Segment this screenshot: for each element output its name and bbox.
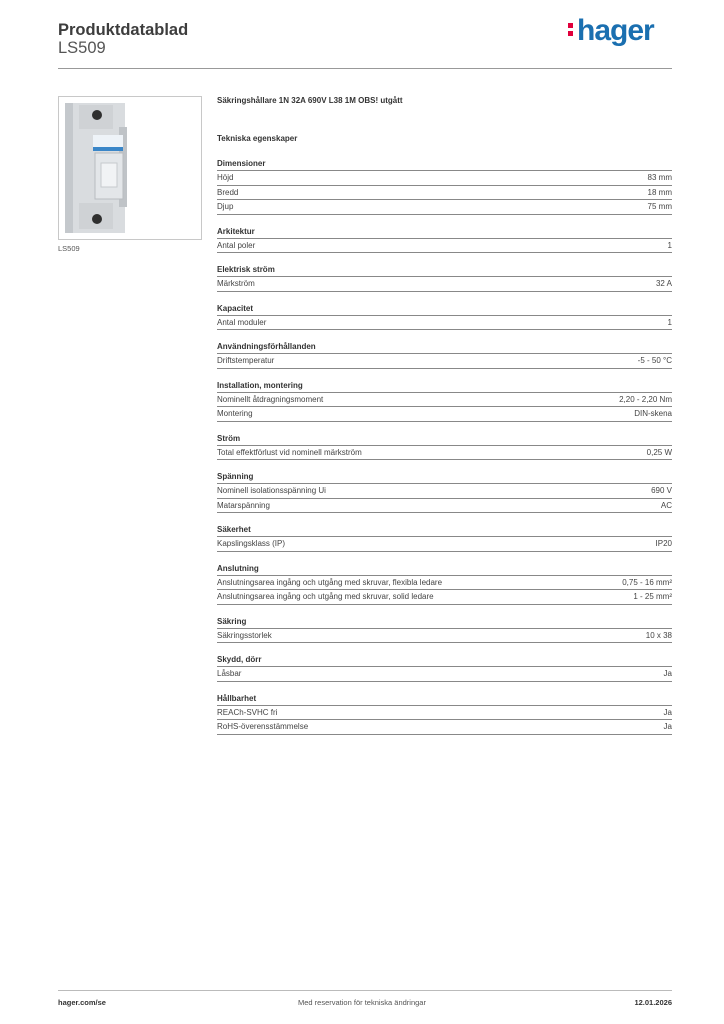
spec-value: 1 (667, 240, 672, 250)
spec-group (217, 617, 672, 644)
spec-group-title: Säkerhet (217, 525, 672, 537)
spec-group-title: Skydd, dörr (217, 655, 672, 667)
spec-group (217, 694, 672, 735)
footer-divider (58, 990, 672, 991)
spec-group-title: Installation, montering (217, 381, 672, 393)
header-divider (58, 68, 672, 69)
spec-groups (217, 159, 672, 735)
spec-group-title: Användningsförhållanden (217, 342, 672, 354)
spec-label: Driftstemperatur (217, 356, 275, 365)
spec-value: 18 mm (647, 187, 672, 197)
spec-label: Matarspänning (217, 500, 270, 510)
product-image-frame (58, 96, 202, 240)
spec-label: Säkringsstorlek (217, 630, 272, 640)
spec-label: Märkström (217, 279, 255, 288)
spec-row (217, 186, 672, 201)
spec-label: Djup (217, 202, 234, 211)
logo-dots-icon (568, 20, 574, 39)
spec-value: 0,25 W (646, 447, 672, 457)
spec-value: 83 mm (647, 173, 672, 182)
footer-disclaimer: Med reservation för tekniska ändringar (298, 998, 426, 1007)
spec-group-title: Elektrisk ström (217, 265, 672, 277)
spec-group (217, 525, 672, 552)
spec-value: AC (660, 500, 672, 510)
spec-group-title: Spänning (217, 472, 672, 484)
spec-label: REACh-SVHC fri (217, 707, 278, 717)
spec-value: Ja (663, 707, 672, 717)
spec-group (217, 159, 672, 215)
spec-group (217, 564, 672, 605)
spec-row (217, 484, 672, 499)
spec-value: 2,20 - 2,20 Nm (619, 394, 672, 404)
spec-group-title: Hållbarhet (217, 694, 672, 706)
spec-group (217, 381, 672, 422)
spec-label: RoHS-överensstämmelse (217, 722, 309, 731)
spec-value: Ja (663, 722, 672, 731)
spec-row (217, 407, 672, 422)
spec-value: -5 - 50 °C (637, 356, 672, 365)
spec-value: 32 A (655, 279, 672, 288)
spec-label: Total effektförlust vid nominell märkström (217, 447, 362, 457)
specifications-panel (217, 96, 672, 735)
spec-label: Bredd (217, 187, 239, 197)
image-caption: LS509 (58, 244, 80, 253)
spec-row (217, 200, 672, 215)
spec-value: 690 V (651, 486, 672, 495)
spec-group-title: Säkring (217, 617, 672, 629)
spec-group-title: Ström (217, 434, 672, 446)
spec-row (217, 629, 672, 644)
spec-group-title: Dimensioner (217, 159, 672, 171)
spec-label: Kapslingsklass (IP) (217, 539, 286, 548)
spec-row (217, 316, 672, 331)
spec-row (217, 720, 672, 735)
spec-row (217, 590, 672, 605)
spec-group (217, 342, 672, 369)
spec-row (217, 446, 672, 461)
spec-value: DIN-skena (634, 409, 672, 418)
spec-label: Montering (217, 409, 253, 418)
spec-value: 1 (667, 317, 672, 327)
logo-text: hager (577, 14, 654, 47)
spec-value: IP20 (655, 539, 672, 548)
page-header-product-code: LS509 (58, 39, 106, 57)
spec-value: 0,75 - 16 mm² (622, 577, 672, 587)
page-header-title: Produktdatablad (58, 21, 189, 39)
spec-label: Antal moduler (217, 317, 267, 327)
spec-value: 75 mm (647, 202, 672, 211)
spec-row (217, 393, 672, 408)
spec-group (217, 227, 672, 254)
spec-row (217, 239, 672, 254)
spec-value: 10 x 38 (645, 630, 672, 640)
fuse-holder-product-photo (59, 97, 201, 239)
spec-value: Ja (663, 669, 672, 678)
spec-label: Nominell isolationsspänning Ui (217, 486, 326, 495)
spec-row (217, 576, 672, 591)
spec-label: Anslutningsarea ingång och utgång med skruvar, solid ledare (217, 592, 434, 601)
spec-label: Anslutningsarea ingång och utgång med skruvar, flexibla ledare (217, 577, 443, 587)
spec-label: Låsbar (217, 669, 242, 678)
spec-group (217, 304, 672, 331)
footer-date: 12.01.2026 (634, 998, 672, 1007)
spec-group (217, 655, 672, 682)
spec-row (217, 706, 672, 721)
spec-row (217, 277, 672, 292)
spec-row (217, 171, 672, 186)
spec-group-title: Kapacitet (217, 304, 672, 316)
section-title: Tekniska egenskaper (217, 134, 298, 143)
spec-row (217, 354, 672, 369)
spec-label: Antal poler (217, 240, 256, 250)
hager-logo[interactable] (568, 14, 654, 48)
spec-group-title: Arkitektur (217, 227, 672, 239)
footer-website-link[interactable]: hager.com/se (58, 998, 106, 1007)
spec-group (217, 265, 672, 292)
product-title: Säkringshållare 1N 32A 690V L38 1M OBS! utgått (217, 96, 403, 105)
spec-group (217, 434, 672, 461)
spec-value: 1 - 25 mm² (633, 592, 672, 601)
spec-group (217, 472, 672, 513)
spec-label: Nominellt åtdragningsmoment (217, 394, 324, 404)
spec-row (217, 499, 672, 514)
spec-label: Höjd (217, 173, 234, 182)
spec-group-title: Anslutning (217, 564, 672, 576)
spec-row (217, 667, 672, 682)
spec-row (217, 537, 672, 552)
